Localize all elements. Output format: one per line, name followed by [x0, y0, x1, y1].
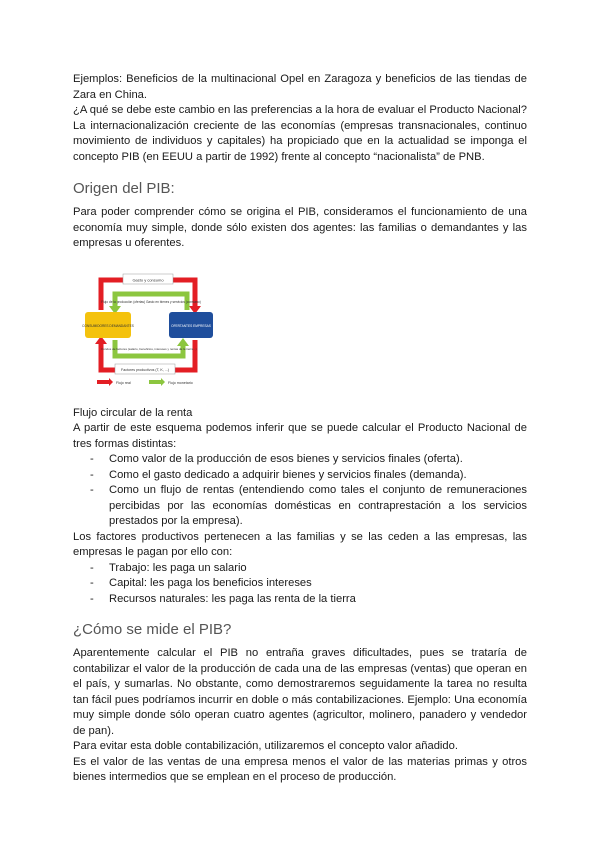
list-factor-payments [73, 561, 527, 608]
heading-como-se-mide: ¿Cómo se mide el PIB? [73, 621, 232, 638]
legend-money: Flujo monetario [168, 380, 193, 385]
label-inner-bottom: Fondos de factores (salario, beneficios, intereses y rentas de la tierra...) [101, 346, 197, 351]
label-bottom: Factores productivos (T, K, ...) [121, 367, 169, 372]
paragraph-factors: Los factores productivos pertenecen a las familias y se las ceden a las empresas, las empresas le pagan por ello con: [73, 530, 527, 558]
paragraph-definition: Es el valor de las ventas de una empresa menos el valor de las materias primas y otros bienes intermedios que se emplean en el proceso de producción. [73, 755, 527, 783]
paragraph-examples: Ejemplos: Beneficios de la multinacional Opel en Zaragoza y beneficios de las tiendas de Zara en China. [73, 73, 527, 101]
label-top: Gasto y consumo [132, 277, 164, 282]
consumers-box-label: CONSUMIDORES DEMANDANTES [82, 323, 134, 328]
list-item: - Como el gasto dedicado a adquirir bienes y servicios finales (demanda). [73, 468, 527, 484]
list-calculation-methods [73, 452, 527, 530]
paragraph-measure-intro: Aparentemente calcular el PIB no entraña graves dificultades, pues se trataría de contabilizar el valor de la producción de cada una de las empresas (ventas) que operan en el país, y sumarlas. No obstante, como demostraremos seguidamente la tarea no resulta tan fácil pues podríamos incurrir en doble o más contabilizaciones. Ejemplo: Una economía muy simple donde sólo operan cuatro agentes (agricultor, molinero, panadero y vendedor de pan). [73, 647, 527, 737]
circular-flow-diagram [79, 266, 213, 396]
heading-origen-pib: Origen del PIB: [73, 180, 175, 197]
legend-real: Flujo real [116, 380, 131, 385]
paragraph-value-added: Para evitar esta doble contabilización, utilizaremos el concepto valor añadido. [73, 740, 458, 752]
list-item: - Como un flujo de rentas (entendiendo como tales el conjunto de remuneraciones percibidas por las economías domésticas en contraprestación a los servicios prestados por la empresa). [73, 483, 527, 530]
companies-box-label: OFERTANTES EMPRESAS [171, 323, 211, 328]
paragraph-internationalization: La internacionalización creciente de las economías (empresas transnacionales, continuo movimiento de individuos y capitales) ha propiciado que en la actualidad se imponga el concepto PIB (en EEUU a partir de 1992) frente al concepto “nacionalista” de PNB. [73, 119, 527, 163]
circular-flow-svg [79, 266, 213, 396]
list-item: - Trabajo: les paga un salario [73, 561, 527, 577]
legend-red-arrow [97, 378, 113, 386]
paragraph-question: ¿A qué se debe este cambio en las preferencias a la hora de evaluar el Producto Nacional? [73, 104, 527, 116]
list-item: - Capital: les paga los beneficios intereses [73, 576, 527, 592]
diagram-caption: Flujo circular de la renta [73, 406, 193, 419]
list-item: - Recursos naturales: les paga las renta de la tierra [73, 592, 527, 608]
list-item: - Como valor de la producción de esos bienes y servicios finales (oferta). [73, 452, 527, 468]
paragraph-three-forms: A partir de este esquema podemos inferir que se puede calcular el Producto Nacional de tres formas distintas: [73, 422, 527, 450]
legend-green-arrow [149, 378, 165, 386]
green-arrow-bottom [177, 338, 189, 346]
label-inner-top: Flujo de la producción (ofertas) Gasto en bienes y servicios (consumo) [101, 299, 201, 304]
paragraph-origen-intro: Para poder comprender cómo se origina el PIB, consideramos el funcionamiento de una economía muy simple, donde sólo existen dos agentes: las familias o demandantes y las empresas u oferentes. [73, 206, 527, 249]
document-page [73, 72, 527, 786]
